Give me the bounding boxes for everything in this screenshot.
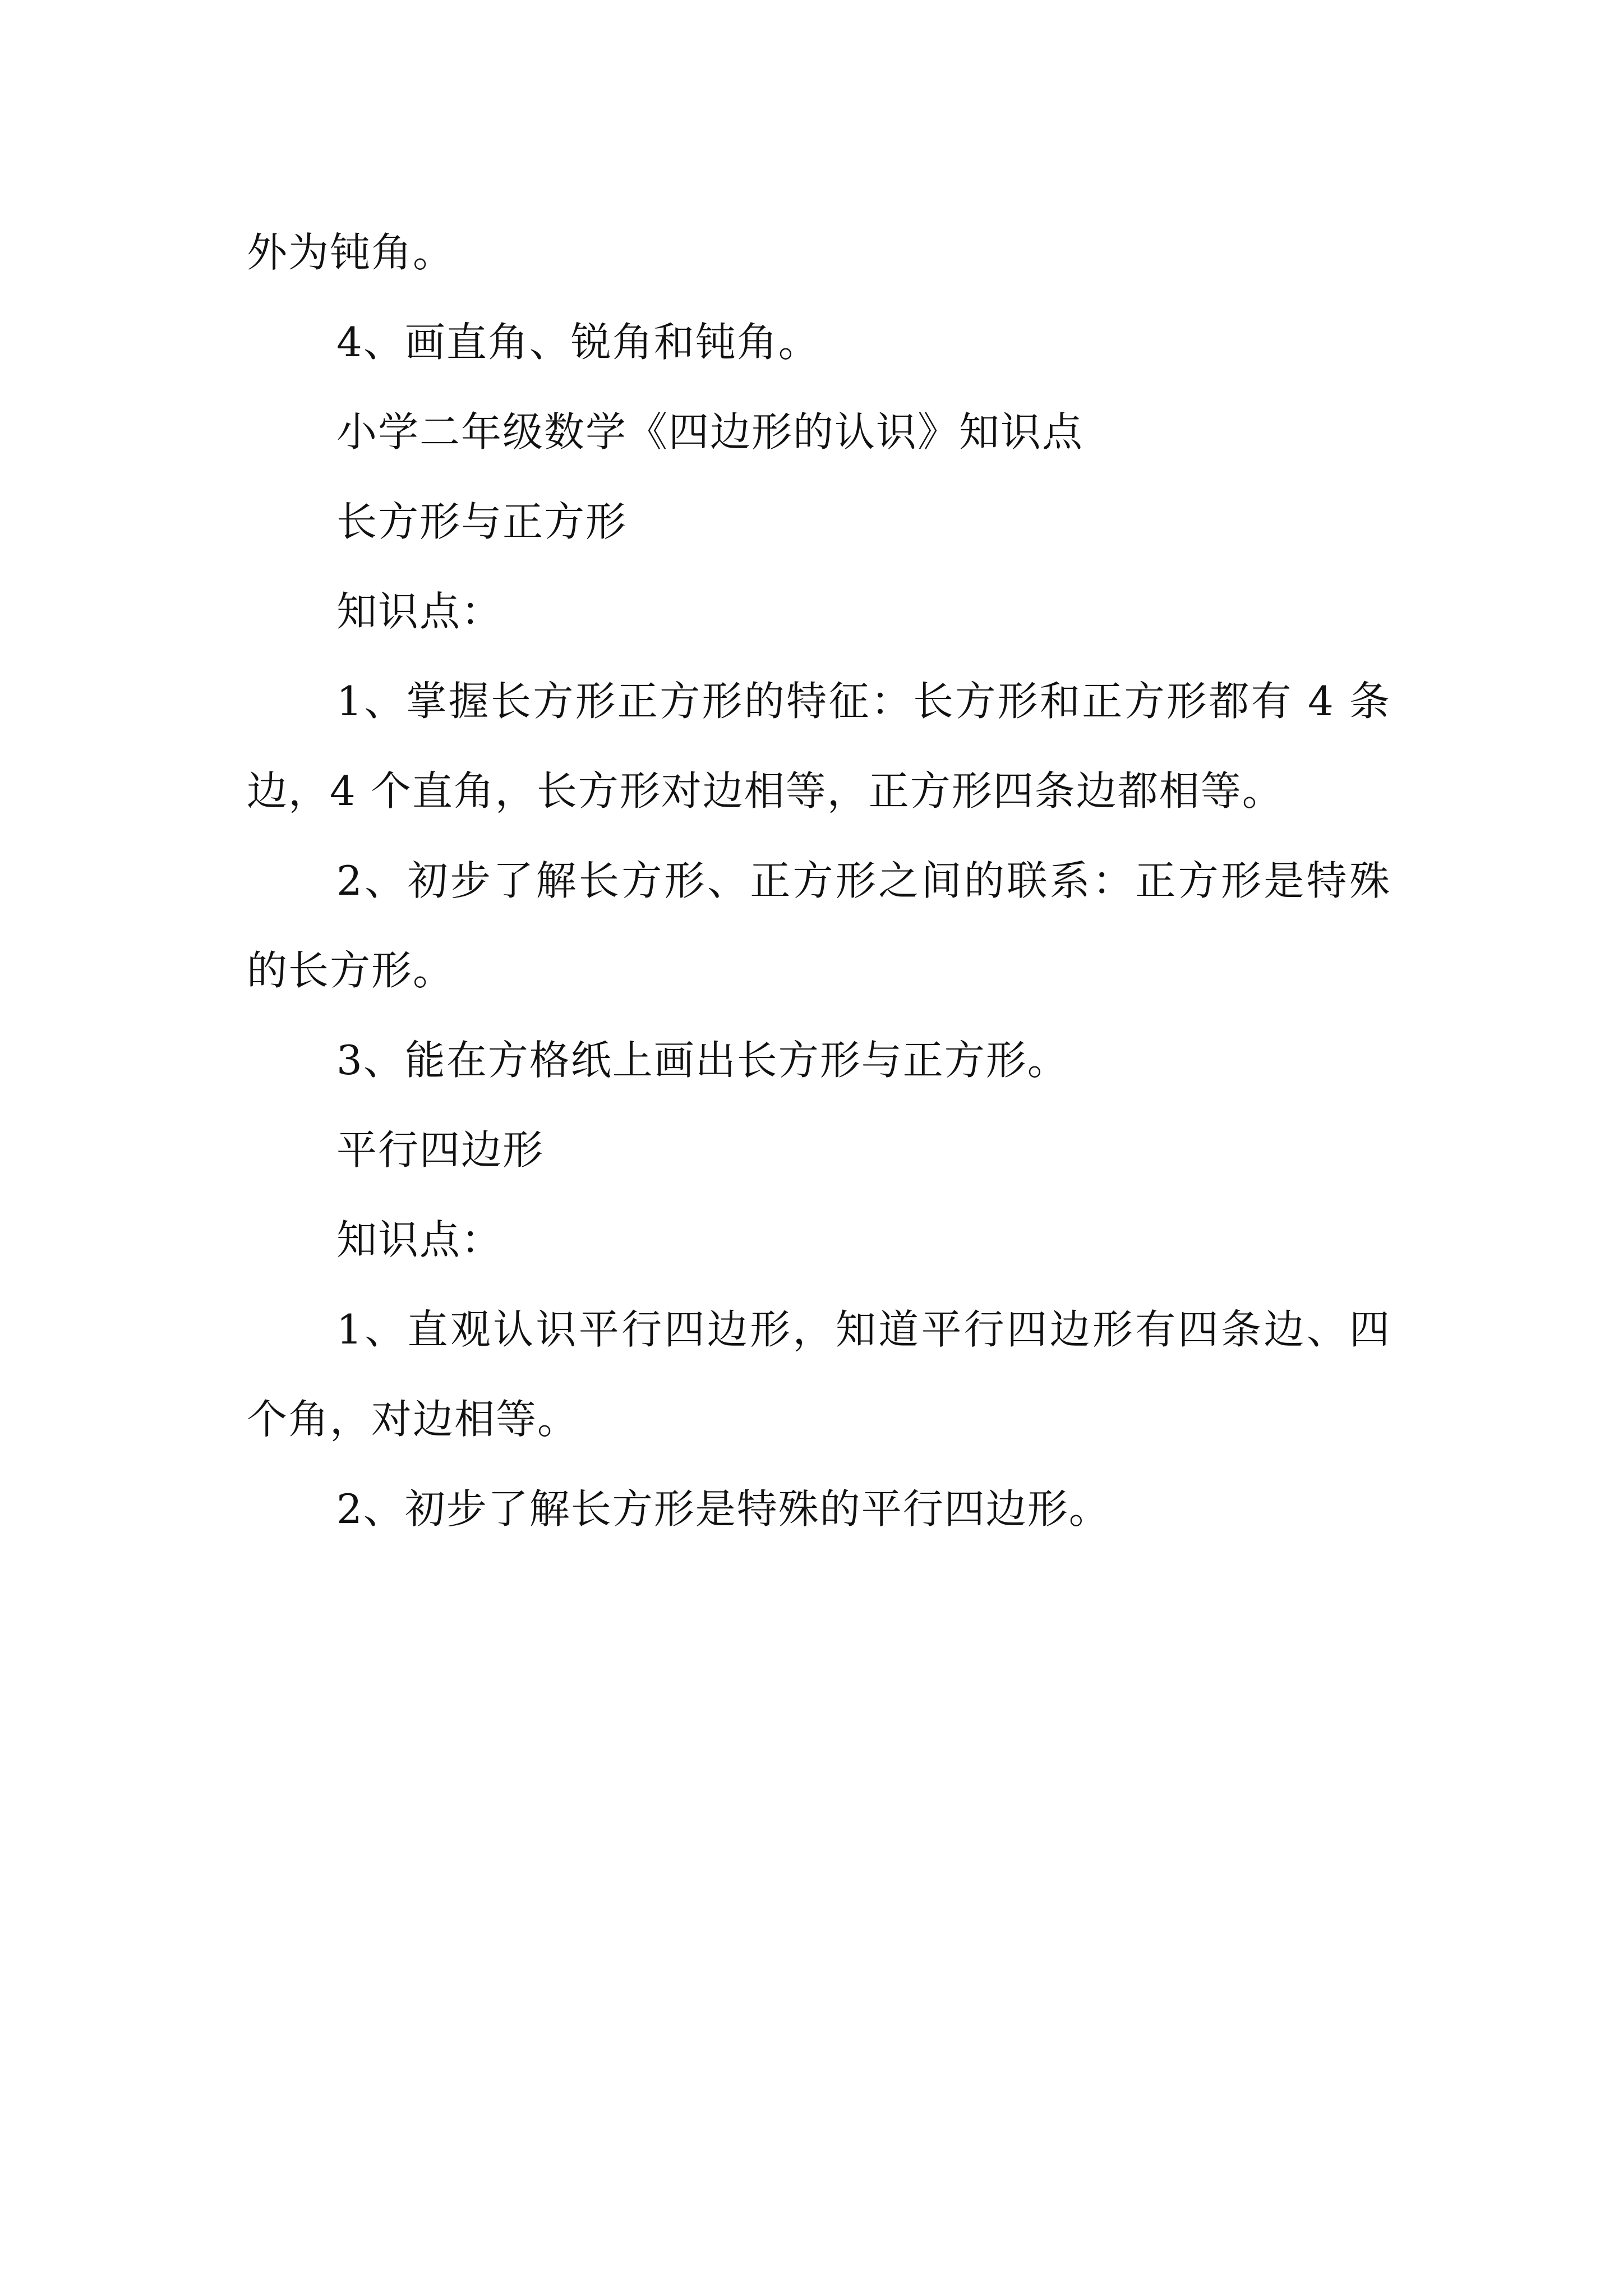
- paragraph-item-2: 2、初步了解长方形是特殊的平行四边形。: [336, 1485, 1110, 1533]
- paragraph-continuation: 外为钝角。: [247, 229, 455, 276]
- paragraph-item-draw-angles: 4、画直角、锐角和钝角。: [336, 319, 820, 366]
- paragraph-item-3: 3、能在方格纸上画出长方形与正方形。: [336, 1037, 1069, 1084]
- knowledge-points-label: 知识点：: [336, 588, 503, 635]
- subsection-heading-rectangle-square: 长方形与正方形: [336, 498, 628, 545]
- knowledge-points-label: 知识点：: [336, 1216, 503, 1263]
- subsection-heading-parallelogram: 平行四边形: [336, 1126, 545, 1174]
- section-title: 小学二年级数学《四边形的认识》知识点: [336, 408, 1084, 455]
- document-body: [247, 208, 1391, 1554]
- paragraph-item-1: 1、直观认识平行四边形，知道平行四边形有四条边、四个角，对边相等。: [247, 1306, 1391, 1443]
- paragraph-item-2: 2、初步了解长方形、正方形之间的联系：正方形是特殊的长方形。: [247, 857, 1391, 994]
- paragraph-item-1: 1、掌握长方形正方形的特征：长方形和正方形都有 4 条边，4 个直角，长方形对边相等，正方形四条边都相等。: [247, 678, 1391, 815]
